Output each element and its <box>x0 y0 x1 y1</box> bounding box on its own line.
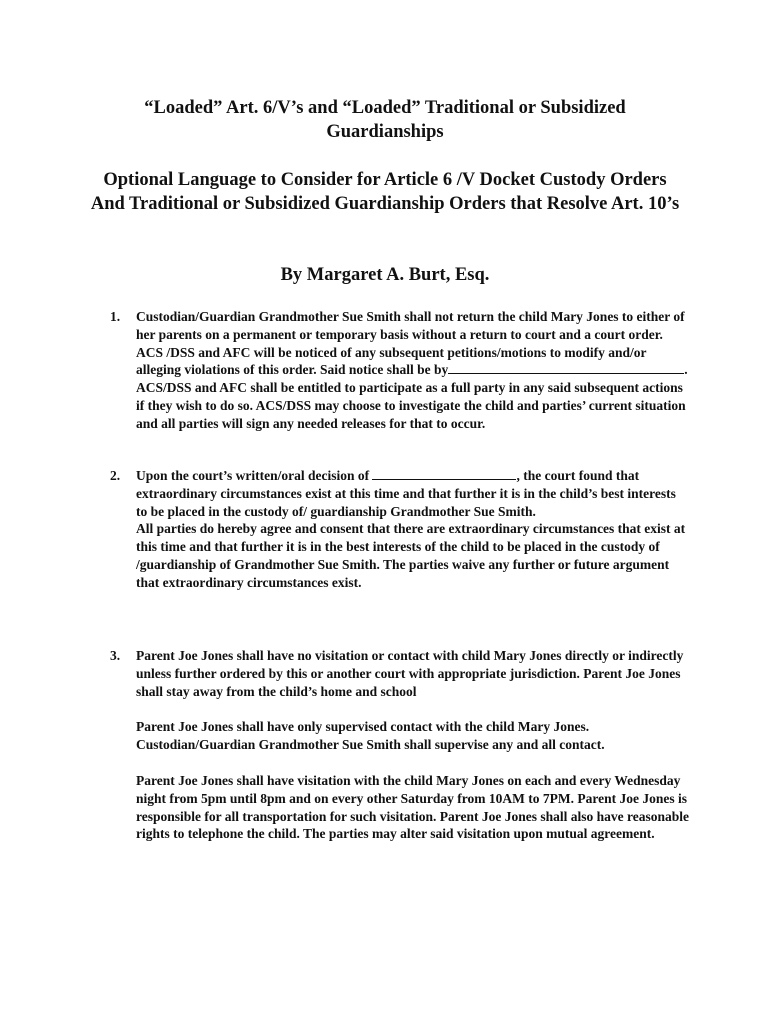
list-item-paragraph <box>136 308 690 433</box>
list-item-paragraph <box>136 467 690 520</box>
list-item-paragraph: Parent Joe Jones shall have only supervised contact with the child Mary Jones. Custodian/Guardian Grandmother Sue Smith shall supervise any and all contact. <box>136 719 605 753</box>
list-item-body <box>136 308 690 433</box>
list-item-body <box>136 647 690 843</box>
list-item-paragraph: Parent Joe Jones shall have no visitation or contact with child Mary Jones directly or indirectly unless further ordered by this or another court with appropriate jurisdiction. Parent Joe Jones shall stay away from the child’s home and school <box>136 648 684 699</box>
list-item-number: 3. <box>110 648 121 663</box>
list-item-2 <box>110 467 690 592</box>
list-item-3 <box>110 647 690 843</box>
list-item-1 <box>110 308 690 433</box>
fill-in-blank <box>372 467 516 480</box>
item-text-before-blank: Upon the court’s written/oral decision of <box>136 468 370 483</box>
document-title: “Loaded” Art. 6/V’s and “Loaded” Traditional or Subsidized Guardianships <box>144 98 626 142</box>
list-item-paragraph: All parties do hereby agree and consent that there are extraordinary circumstances that exist at this time and that further it is in the best interests of the child to be placed in the custody of /guardianship of Grandmother Sue Smith. The parties waive any further or future argument that extraordinary circumstances exist. <box>136 521 686 590</box>
document-subtitle: Optional Language to Consider for Article 6 /V Docket Custody Orders And Traditional or Subsidized Guardianship Orders that Resolve Art. 10’s <box>90 170 680 214</box>
list-item-body <box>136 467 690 592</box>
list-item-number: 2. <box>110 468 121 483</box>
fill-in-blank <box>448 361 684 374</box>
list-item-paragraph: Parent Joe Jones shall have visitation with the child Mary Jones on each and every Wednesday night from 5pm until 8pm and on every other Saturday from 10AM to 7PM. Parent Joe Jones is responsible for all transportation for such visitation. Parent Joe Jones shall also have reasonable rights to telephone the child. The parties may alter said visitation upon mutual agreement. <box>136 772 690 842</box>
item-text-after-blank: , the court found that extraordinary circumstances exist at this time and that further it is in the child’s best interests to be placed in the custody of/ guardianship Grandmother Sue Smith. <box>136 468 676 519</box>
list-item-number: 1. <box>110 309 121 324</box>
item-text-after-blank: . ACS/DSS and AFC shall be entitled to participate as a full party in any said subsequent actions if they wish to do so. ACS/DSS may choose to investigate the child and parties’ current situation and all parties will sign any needed releases for that to occur. <box>136 362 688 431</box>
author-line: By Margaret A. Burt, Esq. <box>280 265 490 285</box>
item-text-before-blank: Custodian/Guardian Grandmother Sue Smith shall not return the child Mary Jones to either of her parents on a permanent or temporary basis without a return to court and a court order. ACS /DSS and AFC will be noticed of any subsequent petitions/motions to modify and/or alleging violations of this order. Said notice shall be by <box>136 309 685 378</box>
